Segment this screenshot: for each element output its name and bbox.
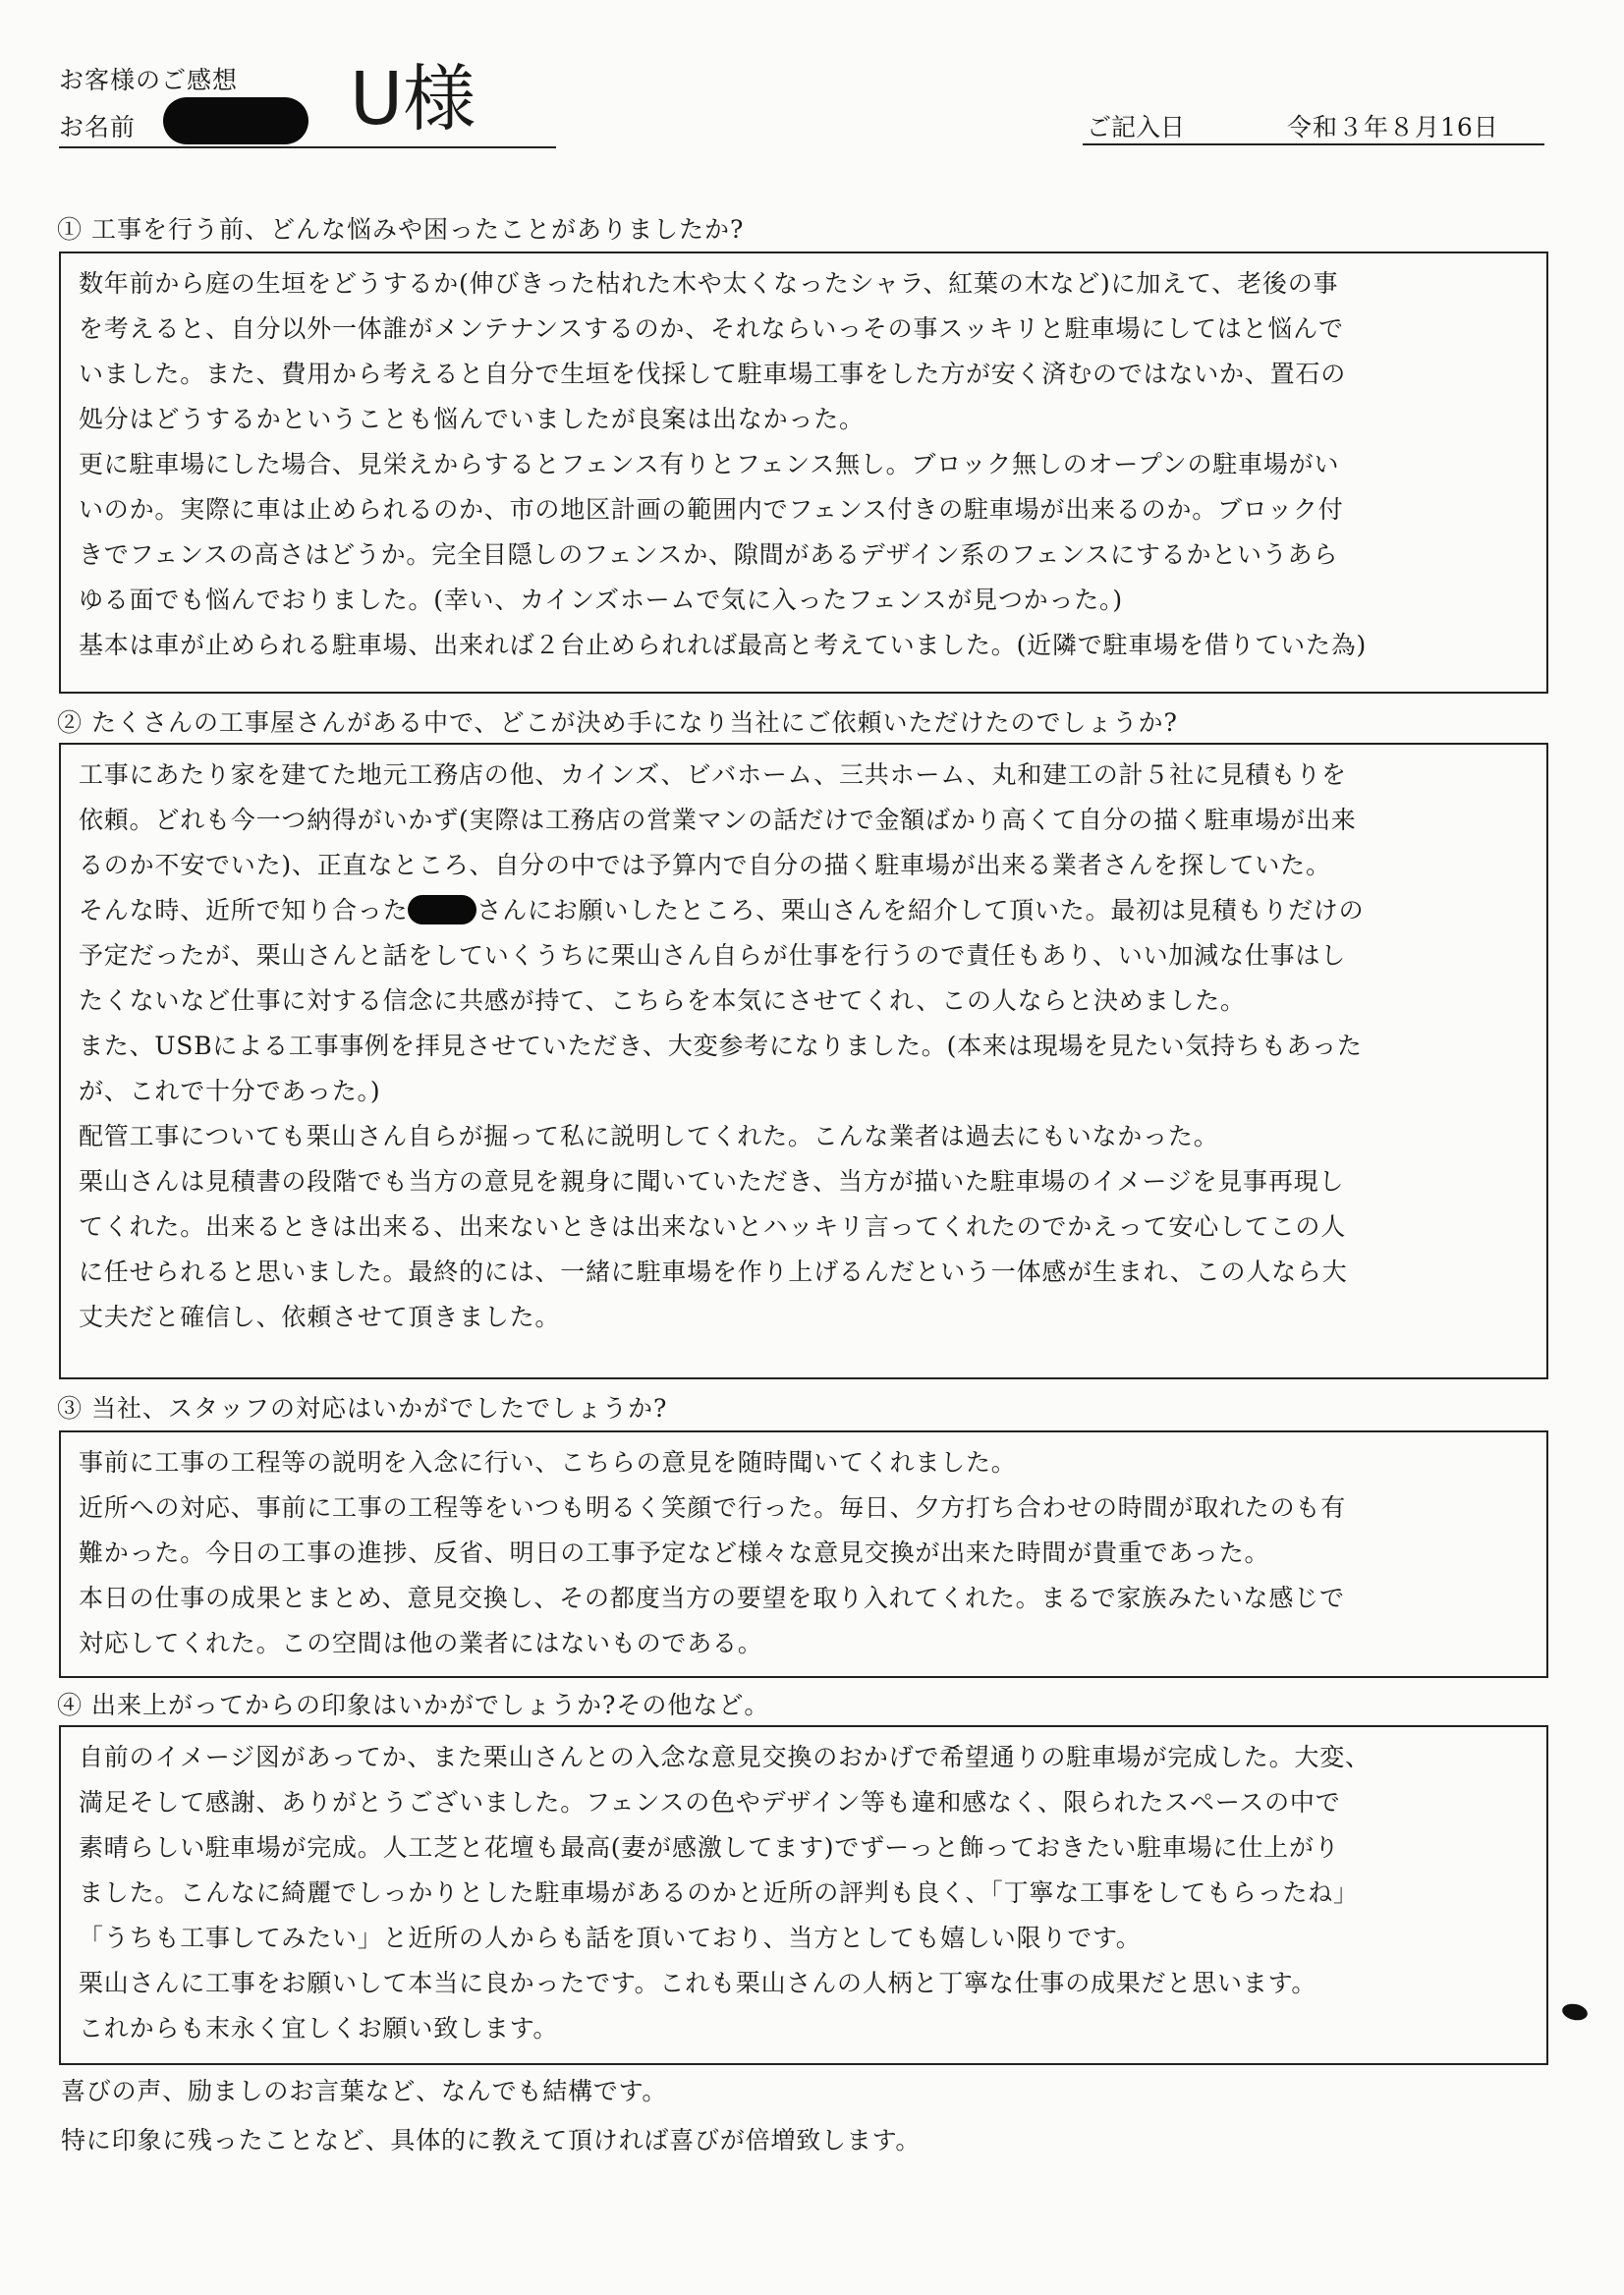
answer-line: いました。また、費用から考えると自分で生垣を伐採して駐車場工事をした方が安く済むのではないか、置石の [79,360,1347,388]
answer-line: 更に駐車場にした場合、見栄えからするとフェンス有りとフェンス無し。ブロック無しのオープンの駐車場がい [79,450,1340,478]
answer-line: 処分はどうするかということも悩んでいましたが良案は出なかった。 [79,405,865,433]
answer-box-4 [59,1725,1548,2065]
answer-line: るのか不安でいた)、正直なところ、自分の中では予算内で自分の描く駐車場が出来る業者さんを探していた。 [79,851,1331,879]
answer-line: たくないなど仕事に対する信念に共感が持て、こちらを本気にさせてくれ、この人ならと決めました。 [79,986,1246,1015]
answer-line: 難かった。今日の工事の進捗、反省、明日の工事予定など様々な意見交換が出来た時間が貴重であった。 [79,1539,1270,1567]
answer-line: 栗山さんに工事をお願いして本当に良かったです。これも栗山さんの人柄と丁寧な仕事の成果だと思います。 [79,1969,1317,1997]
question-2: ② たくさんの工事屋さんがある中で、どこが決め手になり当社にご依頼いただけたのでしょうか? [57,708,1178,737]
answer-line: 栗山さんは見積書の段階でも当方の意見を親身に聞いていただき、当方が描いた駐車場のイメージを見事再現し [79,1167,1345,1196]
answer-line: これからも末永く宜しくお願い致します。 [79,2014,559,2043]
answer-line: ました。こんなに綺麗でしっかりとした駐車場があるのかと近所の評判も良く、「丁寧な工事をしてもらったね」 [79,1878,1359,1907]
answer-line: 「うちも工事してみたい」と近所の人からも話を頂いており、当方としても嬉しい限りです。 [79,1924,1142,1952]
answer-line: 本日の仕事の成果とまとめ、意見交換し、その都度当方の要望を取り入れてくれた。まるで家族みたいな感じで [79,1584,1345,1612]
customer-name: U様 [350,57,476,141]
name-underline [59,146,556,148]
name-redaction-inline [408,895,476,924]
answer-line: 対応してくれた。この空間は他の業者にはないものである。 [79,1629,763,1657]
answer-line: 予定だったが、栗山さんと話をしていくうちに栗山さん自らが仕事を行うので責任もあり、いい加減な仕事はし [79,941,1347,970]
answer-line: また、USBによる工事事例を拝見させていただき、大変参考になりました。(本来は現場を見たい気持ちもあった [79,1032,1363,1060]
question-4: ④ 出来上がってからの印象はいかがでしょうか?その他など。 [57,1691,770,1719]
answer-line: いのか。実際に車は止められるのか、市の地区計画の範囲内でフェンス付きの駐車場が出来るのか。ブロック付 [79,495,1344,524]
answer-line: 素晴らしい駐車場が完成。人工芝と花壇も最高(妻が感激してます)でずーっと飾っておきたい駐車場に仕上がり [79,1833,1340,1862]
answer-line: 満足そして感謝、ありがとうございました。フェンスの色やデザイン等も違和感なく、限られたスペースの中で [79,1788,1341,1817]
footer-note: 喜びの声、励ましのお言葉など、なんでも結構です。 [61,2077,668,2105]
answer-box-1 [59,252,1548,694]
answer-line [79,888,1537,933]
date-underline [1083,143,1544,145]
answer-line: きでフェンスの高さはどうか。完全目隠しのフェンスか、隙間があるデザイン系のフェンスにするかというあら [79,540,1339,569]
answer-line: 丈夫だと確信し、依頼させて頂きました。 [79,1303,561,1331]
answer-text: そんな時、近所で知り合った [79,896,409,924]
name-label: お名前 [59,113,137,141]
answer-line: てくれた。出来るときは出来る、出来ないときは出来ないとハッキリ言ってくれたのでかえって安心してこの人 [79,1212,1347,1241]
answer-line: 自前のイメージ図があってか、また栗山さんとの入念な意見交換のおかげで希望通りの駐車場が完成した。大変、 [79,1743,1371,1771]
question-1: ① 工事を行う前、どんな悩みや困ったことがありましたか? [57,215,745,244]
answer-line: ゆる面でも悩んでおりました。(幸い、カインズホームで気に入ったフェンスが見つかった。) [79,586,1123,614]
ink-blot [1561,2001,1590,2022]
answer-line: 依頼。どれも今一つ納得がいかず(実際は工務店の営業マンの話だけで金額ばかり高くて自分の描く駐車場が出来 [79,806,1357,834]
answer-line: が、これで十分であった。) [79,1077,381,1105]
answer-box-3 [59,1430,1548,1678]
answer-box-2 [59,743,1548,1379]
answer-line: 近所への対応、事前に工事の工程等をいつも明るく笑顔で行った。毎日、夕方打ち合わせの時間が取れたのも有 [79,1493,1347,1522]
answer-line: 数年前から庭の生垣をどうするか(伸びきった枯れた木や太くなったシャラ、紅葉の木など)に加えて、老後の事 [79,269,1339,298]
answer-text: さんにお願いしたところ、栗山さんを紹介して頂いた。最初は見積もりだけの [476,896,1365,924]
footer-note: 特に印象に残ったことなど、具体的に教えて頂ければ喜びが倍増致します。 [61,2126,922,2155]
name-redaction [163,97,308,144]
question-3: ③ 当社、スタッフの対応はいかがでしたでしょうか? [57,1394,668,1423]
feedback-title: お客様のご感想 [59,66,239,94]
answer-line: 事前に工事の工程等の説明を入念に行い、こちらの意見を随時聞いてくれました。 [79,1448,1017,1477]
date-label: ご記入日 [1087,113,1186,141]
date-value: 令和３年８月16日 [1287,113,1499,141]
answer-line: を考えると、自分以外一体誰がメンテナンスするのか、それならいっその事スッキリと駐車場にしてはと悩んで [79,314,1344,343]
answer-line: 基本は車が止められる駐車場、出来れば２台止められれば最高と考えていました。(近隣で駐車場を借りていた為) [79,631,1368,659]
answer-line: 配管工事についても栗山さん自らが掘って私に説明してくれた。こんな業者は過去にもいなかった。 [79,1122,1219,1150]
answer-line: 工事にあたり家を建てた地元工務店の他、カインズ、ビバホーム、三共ホーム、丸和建工の計５社に見積もりを [79,760,1347,789]
answer-line: に任せられると思いました。最終的には、一緒に駐車場を作り上げるんだという一体感が生まれ、この人なら大 [79,1258,1348,1286]
